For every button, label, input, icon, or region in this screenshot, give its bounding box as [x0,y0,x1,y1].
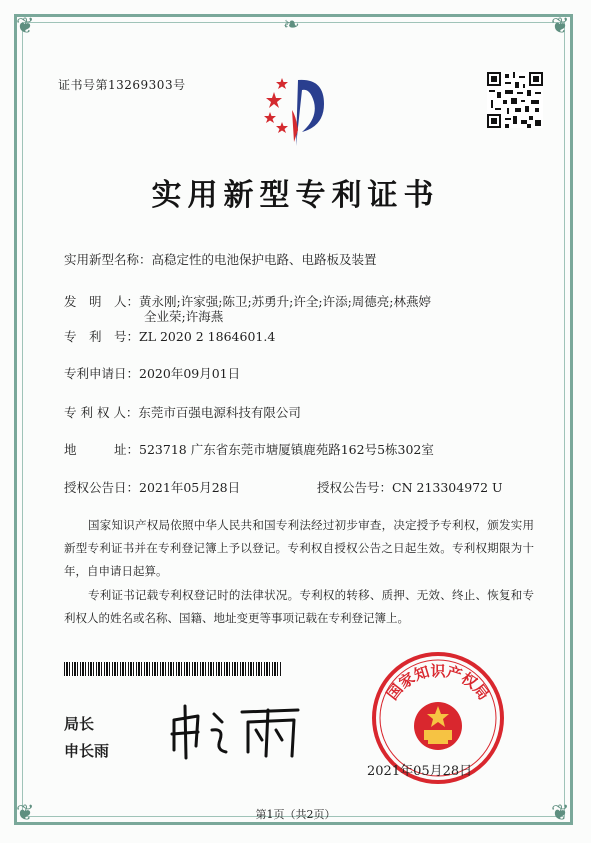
page-footer: 第1页（共2页） [255,808,336,821]
field-label: 授权公告号： [317,480,393,495]
corner-ornament-icon: ❦ [551,801,570,826]
utility-model-name-row [64,250,377,268]
corner-ornament-icon: ❦ [551,14,570,39]
corner-ornament-icon: ❦ [16,14,35,39]
qr-code-icon [487,72,543,128]
address-row [64,440,434,458]
certificate-number: 证书号第13269303号 [58,78,186,92]
patent-number-row [64,327,275,345]
top-ornament-icon: ❧ [283,12,300,36]
field-label: 专 利 权 人： [64,405,139,420]
field-value: 2021年05月28日 [139,480,241,495]
field-value: 高稳定性的电池保护电路、电路板及装置 [151,252,377,267]
announcement-number-row [317,478,503,496]
field-label: 地 址： [64,442,140,457]
field-value: CN 213304972 U [392,480,503,495]
seal-date: 2021年05月28日 [367,764,473,779]
field-value: 2020年09月01日 [139,366,241,381]
legal-status-paragraph: 专利证书记载专利权登记时的法律状况。专利权的转移、质押、无效、终止、恢复和专利权人的姓名或名称、国籍、地址变更等事项记载在专利登记簿上。 [64,588,534,625]
barcode-icon [64,662,282,676]
field-label: 专利申请日： [64,366,140,381]
inventor-row [64,292,431,310]
field-value: 523718 广东省东莞市塘厦镇鹿苑路162号5栋302室 [139,442,434,457]
corner-ornament-icon: ❦ [16,801,35,826]
inventor-row-continued [144,307,223,325]
seal-text: 国家知识产权局 [383,662,493,704]
field-value: 黄永刚;许家强;陈卫;苏勇升;许全;许添;周德亮;林燕婷 [139,294,431,309]
cnipa-logo-icon [262,70,332,150]
field-label: 专 利 号： [64,329,140,344]
field-value: 全业荣;许海燕 [144,309,224,324]
field-value: 东莞市百强电源科技有限公司 [138,405,301,420]
field-label: 实用新型名称： [64,252,152,267]
certificate-title: 实用新型专利证书 [151,178,440,213]
director-signature-icon [168,700,308,760]
field-value: ZL 2020 2 1864601.4 [139,329,276,344]
field-label: 授权公告日： [64,480,140,495]
patentee-row [64,403,301,421]
director-title: 局长 [64,715,95,733]
filing-date-row [64,364,240,382]
announcement-date-row [64,478,240,496]
director-name: 申长雨 [64,742,110,760]
grant-statement-paragraph: 国家知识产权局依照中华人民共和国专利法经过初步审查，决定授予专利权，颁发实用新型专利证书并在专利登记簿上予以登记。专利权自授权公告之日起生效。专利权期限为十年，自申请日起算。 [64,518,534,578]
field-label: 发 明 人： [64,294,140,309]
